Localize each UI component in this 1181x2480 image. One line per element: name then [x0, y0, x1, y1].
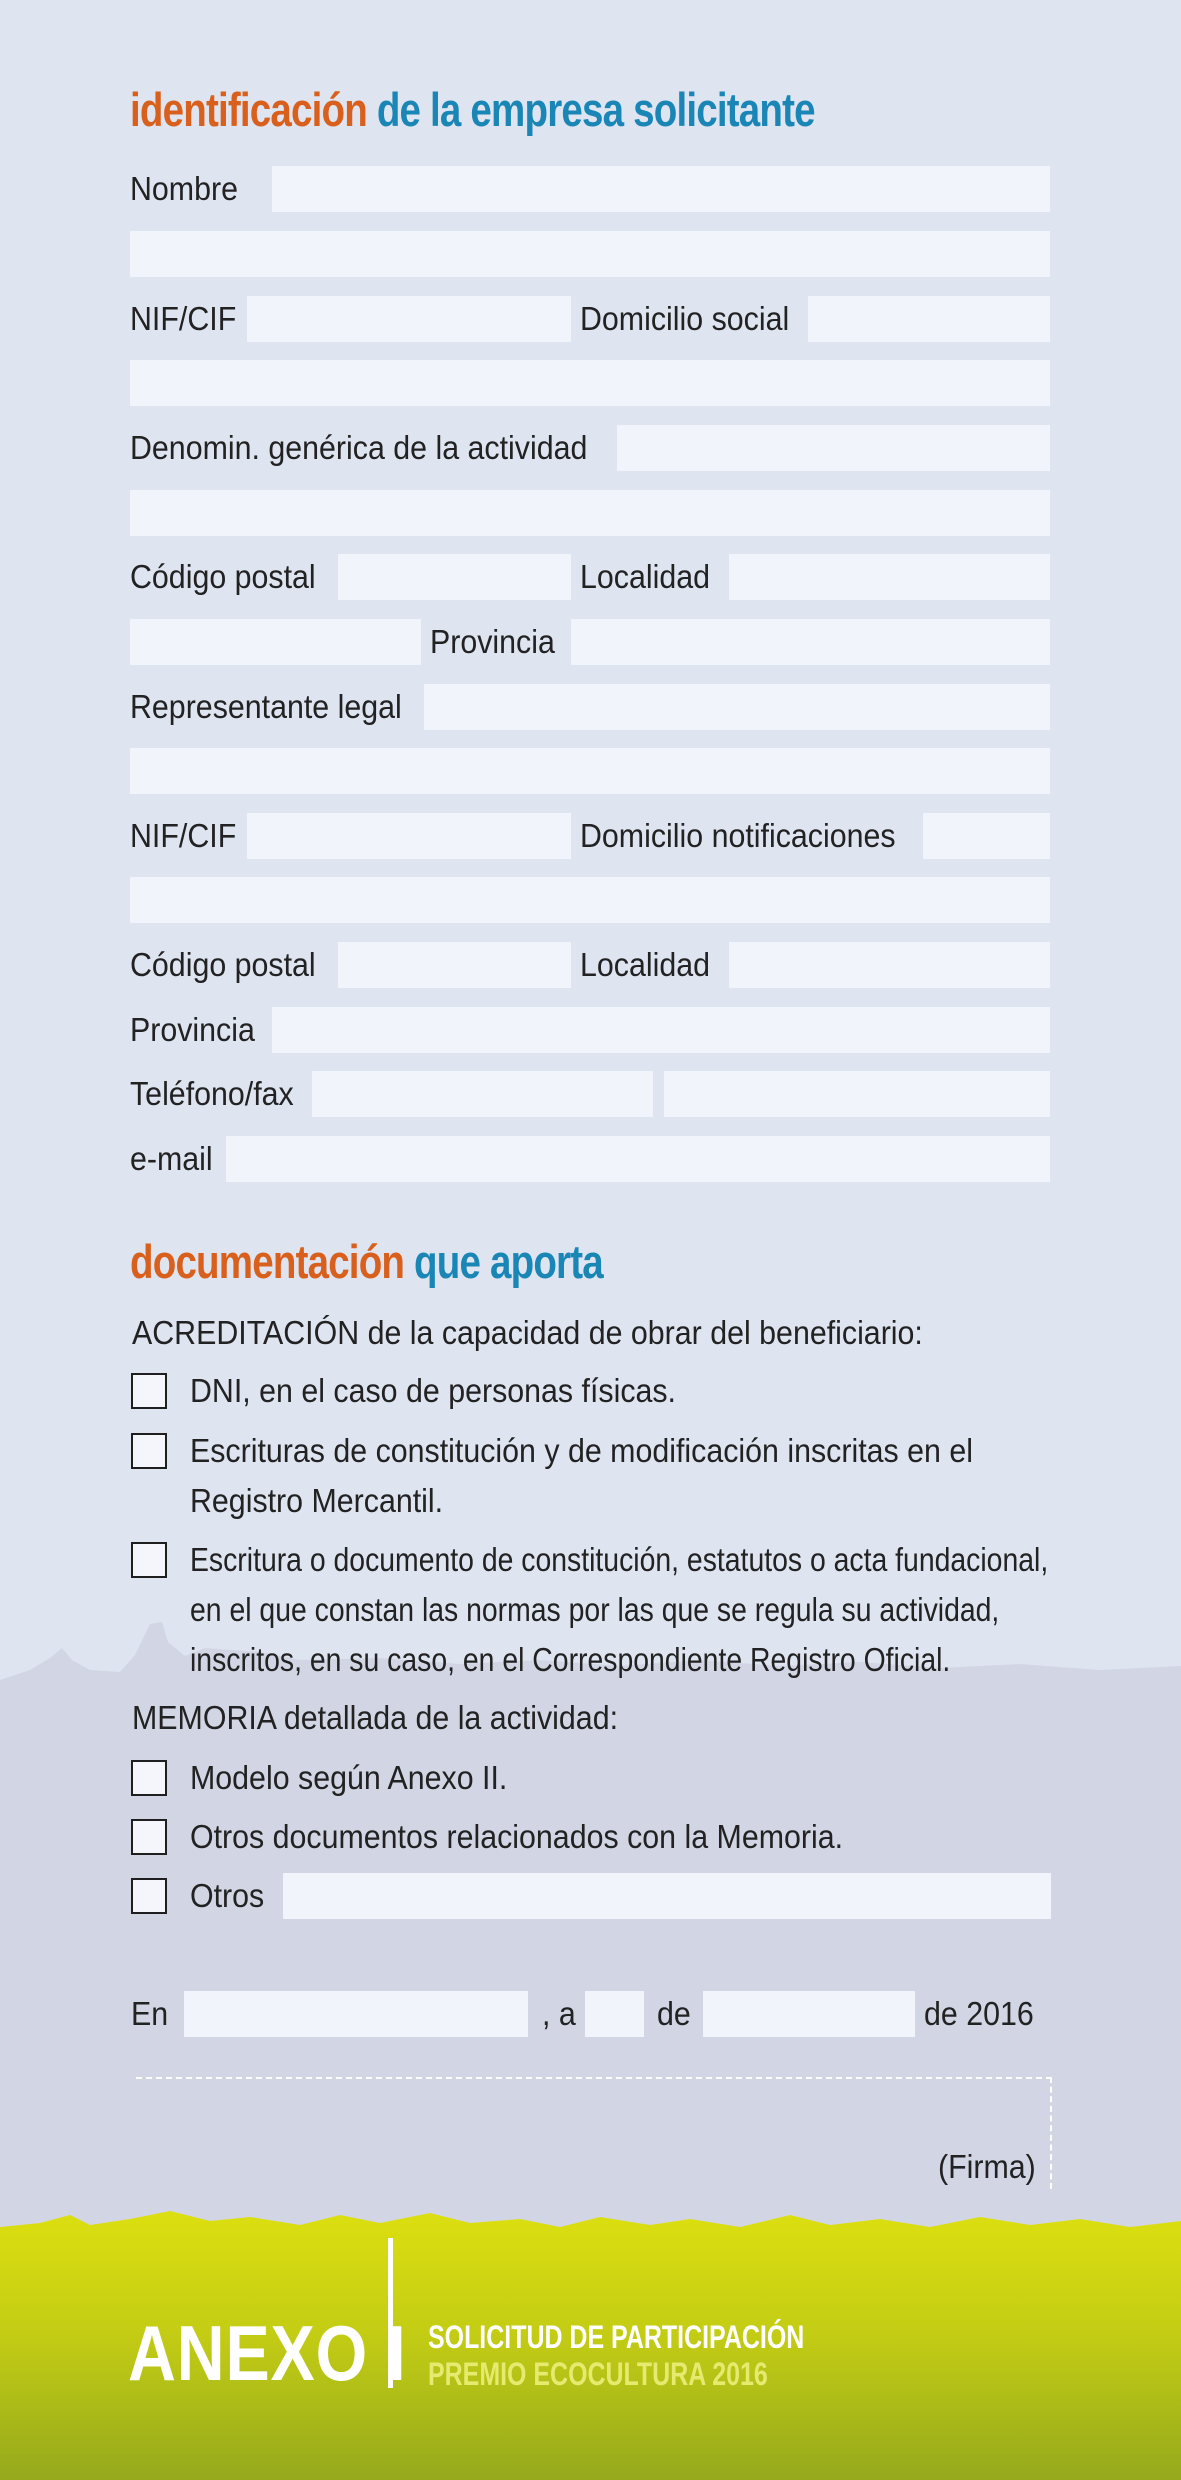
label-denominacion-actividad: Denomin. genérica de la actividad: [130, 429, 588, 466]
telefono-field[interactable]: [312, 1071, 653, 1117]
mes-field[interactable]: [703, 1991, 915, 2037]
item-line: Escritura o documento de constitución, estatutos o acta fundacional,: [190, 1541, 1049, 1578]
domicilio-social-field[interactable]: [808, 296, 1050, 342]
lugar-field[interactable]: [184, 1991, 528, 2037]
label-email: e-mail: [130, 1140, 213, 1177]
codigo-postal-field[interactable]: [338, 554, 571, 600]
label-modelo-anexo-ii: Modelo según Anexo II.: [190, 1759, 508, 1796]
footer-solicitud: SOLICITUD DE PARTICIPACIÓN: [428, 2319, 805, 2355]
checkbox-otros-documentos[interactable]: [131, 1819, 167, 1855]
nif-cif-representante-field[interactable]: [247, 813, 571, 859]
checkbox-escrituras[interactable]: [131, 1433, 167, 1469]
localidad-notificaciones-field[interactable]: [729, 942, 1050, 988]
label-provincia: Provincia: [430, 623, 555, 660]
localidad-field-continuation[interactable]: [130, 619, 421, 665]
nif-cif-field[interactable]: [247, 296, 571, 342]
nombre-field[interactable]: [272, 166, 1050, 212]
localidad-field[interactable]: [729, 554, 1050, 600]
item-line: Escrituras de constitución y de modificación inscritas en el: [190, 1432, 973, 1469]
domicilio-notificaciones-field-continuation[interactable]: [130, 877, 1050, 923]
item-line: inscritos, en su caso, en el Correspondiente Registro Oficial.: [190, 1641, 951, 1678]
nombre-field-continuation[interactable]: [130, 231, 1050, 277]
label-localidad-notificaciones: Localidad: [580, 946, 710, 983]
representante-legal-field-continuation[interactable]: [130, 748, 1050, 794]
footer-premio: PREMIO ECOCULTURA 2016: [428, 2356, 768, 2392]
title-rest: de la empresa solicitante: [376, 83, 815, 136]
label-telefono-fax: Teléfono/fax: [130, 1075, 294, 1112]
provincia-notificaciones-field[interactable]: [272, 1007, 1050, 1053]
domicilio-social-field-continuation[interactable]: [130, 360, 1050, 406]
label-a: , a: [542, 1995, 576, 2032]
representante-legal-field[interactable]: [424, 684, 1050, 730]
label-nombre: Nombre: [130, 170, 238, 207]
item-line: DNI, en el caso de personas físicas.: [190, 1372, 677, 1409]
label-nif-cif-representante: NIF/CIF: [130, 817, 237, 854]
label-domicilio-notificaciones: Domicilio notificaciones: [580, 817, 896, 854]
denominacion-actividad-field[interactable]: [617, 425, 1050, 471]
signature-box[interactable]: [136, 2077, 1052, 2189]
email-field[interactable]: [226, 1136, 1050, 1182]
denominacion-actividad-field-continuation[interactable]: [130, 490, 1050, 536]
label-otros: Otros: [190, 1877, 265, 1914]
provincia-field[interactable]: [571, 619, 1050, 665]
codigo-postal-notificaciones-field[interactable]: [338, 942, 571, 988]
dia-field[interactable]: [585, 1991, 644, 2037]
memoria-heading: MEMORIA detallada de la actividad:: [132, 1699, 619, 1736]
item-line: Registro Mercantil.: [190, 1482, 444, 1519]
title-rest: que aporta: [414, 1235, 603, 1288]
label-en: En: [131, 1995, 169, 2032]
label-otros-documentos: Otros documentos relacionados con la Memoria.: [190, 1818, 844, 1855]
label-provincia-notificaciones: Provincia: [130, 1011, 255, 1048]
label-domicilio-social: Domicilio social: [580, 300, 790, 337]
label-nif-cif: NIF/CIF: [130, 300, 237, 337]
checkbox-dni[interactable]: [131, 1373, 167, 1409]
checkbox-otros[interactable]: [131, 1878, 167, 1914]
label-de: de: [657, 1995, 691, 2032]
checkbox-escritura-documento[interactable]: [131, 1542, 167, 1578]
title-highlight: documentación: [130, 1235, 405, 1288]
item-escrituras-text: [190, 1426, 973, 1526]
label-firma: (Firma): [938, 2148, 1036, 2185]
section-title-identificacion: [130, 82, 815, 137]
section-title-documentacion: [130, 1234, 603, 1289]
footer-anexo-title: ANEXO I: [128, 2309, 407, 2397]
fax-field[interactable]: [664, 1071, 1050, 1117]
label-representante-legal: Representante legal: [130, 688, 402, 725]
label-localidad: Localidad: [580, 558, 710, 595]
acreditacion-heading: ACREDITACIÓN de la capacidad de obrar del beneficiario:: [132, 1314, 923, 1351]
checkbox-modelo-anexo-ii[interactable]: [131, 1760, 167, 1796]
otros-field[interactable]: [283, 1873, 1051, 1919]
domicilio-notificaciones-field[interactable]: [923, 813, 1050, 859]
label-year: de 2016: [924, 1995, 1034, 2032]
title-highlight: identificación: [130, 83, 367, 136]
item-line: en el que constan las normas por las que se regula su actividad,: [190, 1591, 1000, 1628]
label-codigo-postal: Código postal: [130, 558, 316, 595]
label-codigo-postal-notificaciones: Código postal: [130, 946, 316, 983]
item-dni-text: [190, 1366, 676, 1416]
item-escritura-documento-text: [190, 1535, 1048, 1685]
